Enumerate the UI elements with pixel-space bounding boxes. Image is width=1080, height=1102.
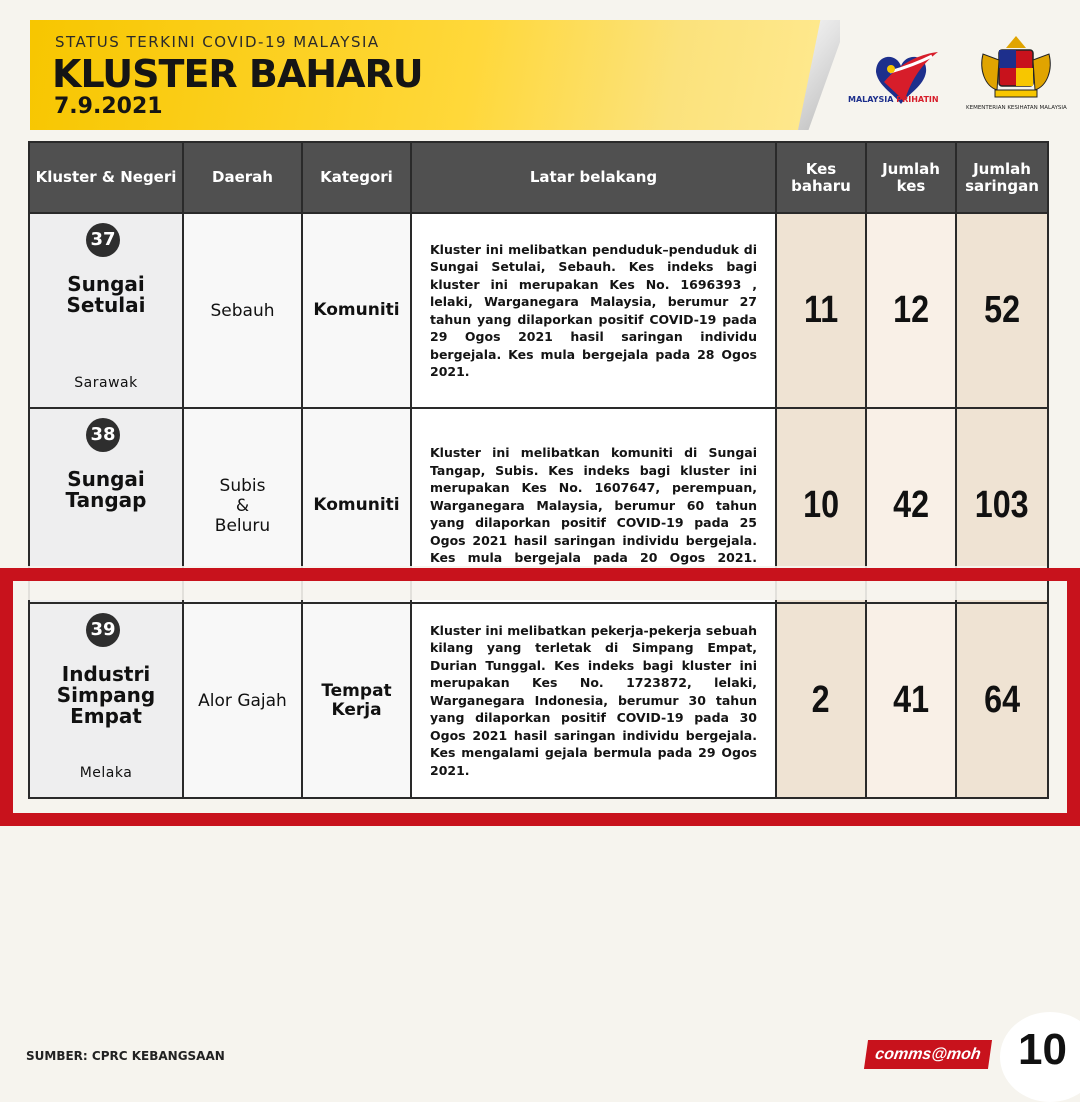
cluster-name: Industri Simpang Empat	[56, 662, 156, 728]
header-subtitle: STATUS TERKINI COVID-19 MALAYSIA	[55, 33, 380, 51]
cluster-name: Sungai Tangap	[65, 467, 147, 512]
cluster-number-badge: 37	[86, 223, 120, 257]
header-title: KLUSTER BAHARU	[52, 52, 423, 96]
latar-text: Kluster ini melibatkan penduduk–penduduk di Sungai Setulai, Sebauh. Kes indeks bagi kluster ini merupakan Kes No. 1696393 , lelaki, Warganegara Malaysia, berumur 27 tahun yang dilaporkan positif COVID-19 pada 29 Ogos 2021 hasil saringan individu bergejala. Kes mula bergejala pada 28 Ogos 2021.	[430, 241, 757, 379]
jumlah-kes-cell	[866, 213, 956, 408]
cluster-state: Melaka	[79, 765, 133, 781]
source-label: SUMBER: CPRC KEBANGSAAN	[26, 1049, 225, 1063]
col-header-jumlah-kes: Jumlah kes	[866, 142, 956, 213]
cluster-number-badge: 38	[86, 418, 120, 452]
kes-baharu-value: 10	[803, 484, 839, 526]
daerah-cell: Alor Gajah	[183, 603, 302, 798]
col-header-latar: Latar belakang	[411, 142, 776, 213]
col-header-kategori: Kategori	[302, 142, 411, 213]
jumlah-kes-value: 42	[893, 484, 929, 526]
col-header-daerah: Daerah	[183, 142, 302, 213]
latar-cell	[411, 213, 776, 408]
cluster-cell	[29, 603, 183, 798]
kes-baharu-value: 2	[812, 679, 830, 721]
cluster-table	[28, 141, 1049, 799]
row-fade-overlay	[28, 566, 1047, 600]
kes-baharu-cell	[776, 603, 866, 798]
col-header-jumlah-saringan: Jumlah saringan	[956, 142, 1048, 213]
cluster-cell	[29, 213, 183, 408]
latar-text: Kluster ini melibatkan pekerja-pekerja sebuah kilang yang terletak di Simpang Empat, Durian Tunggal. Kes indeks bagi kluster ini merupakan Kes No. 1723872, lelaki, Warganegara Indonesia, berumur 30 tahun yang dilaporkan positif COVID-19 pada 30 Ogos 2021 hasil saringan individu bergejala. Kes mengalami gejala bermula pada 29 Ogos 2021.	[430, 622, 757, 778]
jumlah-kes-cell	[866, 603, 956, 798]
col-header-cluster: Kluster & Negeri	[29, 142, 183, 213]
ministry-label: KEMENTERIAN KESIHATAN MALAYSIA	[966, 105, 1067, 111]
latar-cell	[411, 603, 776, 798]
daerah-cell: Sebauh	[183, 213, 302, 408]
table-row	[29, 213, 1048, 408]
jumlah-kes-value: 12	[893, 289, 929, 331]
cluster-name: Sungai Setulai	[66, 272, 146, 317]
jumlah-saringan-value: 103	[975, 484, 1029, 526]
kes-baharu-value: 11	[803, 289, 839, 331]
daerah-value: Subis & Beluru	[214, 475, 271, 536]
cluster-number-badge: 39	[86, 613, 120, 647]
jumlah-saringan-cell	[956, 603, 1048, 798]
ministry-crest-icon	[975, 30, 1057, 102]
jumlah-saringan-value: 64	[984, 679, 1020, 721]
col-header-kes-baharu: Kes baharu	[776, 142, 866, 213]
kategori-cell: Komuniti	[302, 408, 411, 603]
kes-baharu-cell	[776, 213, 866, 408]
cluster-state: Sarawak	[74, 375, 138, 391]
malaysia-prihatin-label: MALAYSIA PRIHATIN	[848, 95, 939, 104]
jumlah-saringan-value: 52	[984, 289, 1020, 331]
table-header-row	[29, 142, 1048, 213]
latar-text: Kluster ini melibatkan komuniti di Sungai Tangap, Subis. Kes indeks bagi kluster ini merupakan Kes No. 1607647, perempuan, Warganegara Malaysia, berumur 60 tahun yang dilaporkan positif COVID-19 pada 25 Ogos 2021 hasil saringan individu bergejala. Kes mula bergejala pada 20 Ogos 2021.	[430, 445, 757, 566]
kategori-cell	[302, 603, 411, 798]
table-row	[29, 603, 1048, 798]
brand-badge: comms@moh	[864, 1040, 992, 1069]
jumlah-saringan-cell	[956, 213, 1048, 408]
header-date: 7.9.2021	[54, 94, 163, 119]
page-number: 10	[1018, 1025, 1067, 1074]
jumlah-kes-value: 41	[893, 679, 929, 721]
kategori-value: Tempat Kerja	[321, 680, 392, 720]
kategori-cell: Komuniti	[302, 213, 411, 408]
